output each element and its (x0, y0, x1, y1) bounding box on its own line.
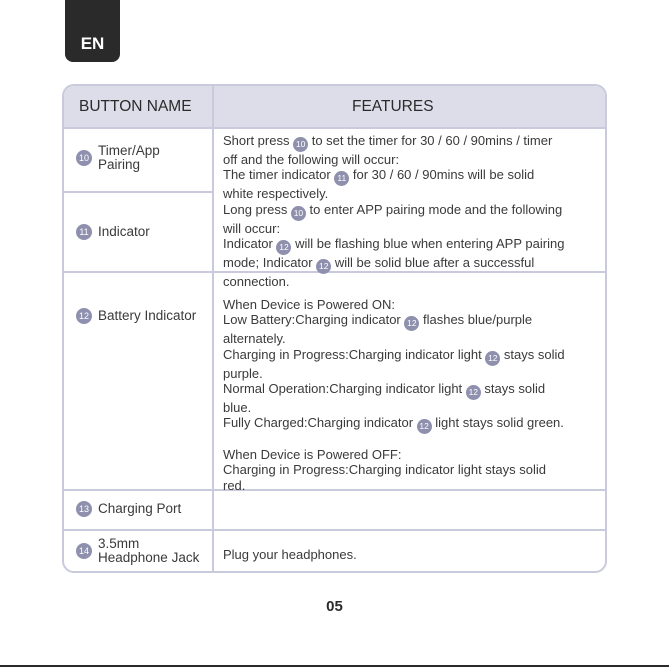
number-badge: 13 (76, 501, 92, 517)
number-badge: 12 (485, 351, 500, 366)
table-header (64, 86, 605, 127)
button-name-indicator (76, 224, 150, 240)
column-divider (212, 86, 214, 571)
number-badge: 14 (76, 543, 92, 559)
button-name-line: 3.5mm (98, 536, 140, 551)
number-badge: 11 (334, 171, 349, 186)
feature-text-headphone-jack: Plug your headphones. (223, 547, 357, 562)
number-badge: 12 (316, 259, 331, 274)
button-name-charging-port (76, 501, 181, 517)
language-tab (65, 0, 120, 62)
row-divider (64, 529, 605, 531)
row-divider (64, 191, 212, 193)
number-badge: 10 (291, 206, 306, 221)
header-features: FEATURES (352, 98, 434, 115)
page-number: 05 (326, 598, 343, 615)
feature-text-battery-indicator: When Device is Powered ON: Low Battery:Charging indicator 12 flashes blue/purple alternately. Charging in Progress:Charging indicator light 12 stays solid purple. Normal Operation:Charging indicator light 12 stays solid blue. Fully Charged:Charging indicator 12 light stays solid green. When Device is Powered OFF: Charging in Progress:Charging indicator light stays solid red. (223, 297, 565, 493)
button-name-timer-app-pairing (76, 144, 160, 172)
button-name-line: Pairing (98, 157, 141, 172)
number-badge: 12 (276, 240, 291, 255)
bottom-rule (0, 665, 669, 667)
button-name-text: Charging Port (98, 501, 182, 516)
number-badge: 11 (76, 224, 92, 240)
button-name-line: Timer/App (98, 143, 160, 158)
button-features-table (62, 84, 607, 573)
button-name-text: Indicator (98, 224, 150, 239)
button-name-line: Headphone Jack (98, 550, 200, 565)
header-button-name: BUTTON NAME (79, 98, 192, 115)
row-divider (64, 127, 605, 129)
number-badge: 12 (404, 316, 419, 331)
button-name-battery-indicator (76, 308, 196, 324)
button-name-text: Battery Indicator (98, 308, 197, 323)
number-badge: 10 (293, 137, 308, 152)
number-badge: 10 (76, 150, 92, 166)
feature-text-timer-indicator: Short press 10 to set the timer for 30 / 60 / 90mins / timer off and the following will occur: The timer indicator 11 for 30 / 60 / 90mins will be solid white respectively. Long press 10 to enter APP pairing mode and the following will occur: Indicator 12 will be flashing blue when entering APP pairing mode; Indicator 12 will be solid blue after a successful connection. (223, 133, 565, 290)
number-badge: 12 (417, 419, 432, 434)
button-name-headphone-jack (76, 537, 199, 565)
number-badge: 12 (466, 385, 481, 400)
number-badge: 12 (76, 308, 92, 324)
language-label: EN (80, 34, 105, 53)
